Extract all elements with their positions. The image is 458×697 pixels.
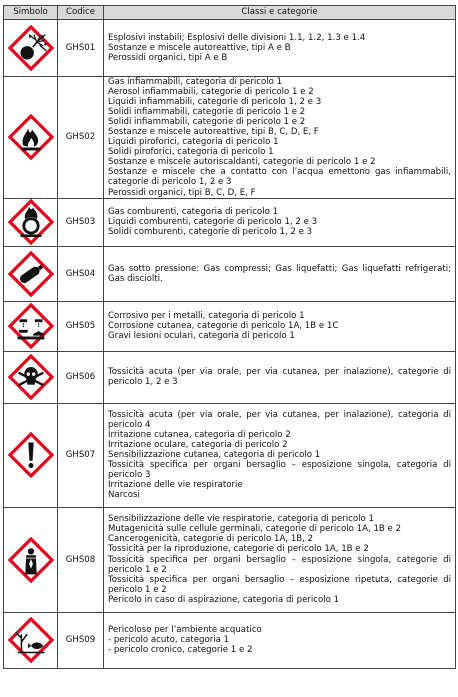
hazard-classes bbox=[104, 20, 456, 77]
hazard-class-line: Mutagenicità sulle cellule germinali, categorie di pericolo 1A, 1B e 2 bbox=[108, 524, 402, 535]
table-row bbox=[4, 20, 456, 77]
table-row bbox=[4, 351, 456, 403]
hazard-class-line: Perossidi organici, tipi B, C, D, E, F bbox=[108, 187, 256, 198]
hazard-class-line: Irritazione delle vie respiratorie bbox=[108, 480, 243, 491]
hazard-class-line: Aerosol infiammabili, categorie di pericolo 1 e 2 bbox=[108, 87, 314, 98]
ghs-code: GHS07 bbox=[58, 403, 104, 507]
pictogram-cell bbox=[4, 301, 58, 351]
hazard-class-line: Sostanze e miscele autoreattive, tipi A e B bbox=[108, 42, 291, 53]
hazard-class-line: Liquidi comburenti, categorie di pericolo 1, 2 e 3 bbox=[108, 217, 318, 228]
ghs-code: GHS08 bbox=[58, 507, 104, 612]
ghs-code: GHS04 bbox=[58, 246, 104, 301]
hazard-class-line: Tossicità acuta (per via orale, per via cutanea, per inalazione), categorie di pericolo 1, 2 e 3 bbox=[108, 367, 451, 388]
hazard-class-line: Tossicità specifica per organi bersaglio – esposizione singola, categoria di pericolo 3 bbox=[108, 460, 451, 481]
hazard-class-line: Tossicità specifica per organi bersaglio – esposizione singola, categorie di pericolo 1 e 2 bbox=[108, 554, 451, 575]
hazard-class-line: Cancerogenicità, categorie di pericolo 1A, 1B, 2 bbox=[108, 534, 314, 545]
hazard-classes bbox=[104, 77, 456, 199]
hazard-class-line: Solidi comburenti, categorie di pericolo 1, 2 e 3 bbox=[108, 227, 313, 238]
hazard-class-line: Pericolo in caso di aspirazione, categoria di pericolo 1 bbox=[108, 594, 340, 605]
hazard-class-line: - pericolo acuto, categoria 1 bbox=[108, 635, 230, 646]
hazard-class-line: Corrosivo per i metalli, categoria di pericolo 1 bbox=[108, 310, 305, 321]
table-row bbox=[4, 77, 456, 199]
hazard-class-line: Gas sotto pressione: Gas compressi; Gas liquefatti; Gas liquefatti refrigerati; Gas disciolti. bbox=[108, 263, 451, 284]
health-hazard-icon bbox=[8, 537, 54, 583]
table-row bbox=[4, 246, 456, 301]
hazard-class-line: Solidi piroforici, categoria di pericolo 1 bbox=[108, 147, 274, 158]
hazard-class-line: Sostanze e miscele autoriscaldanti, categorie di pericolo 1 e 2 bbox=[108, 157, 376, 168]
ghs-code: GHS05 bbox=[58, 301, 104, 351]
hazard-class-line: Gas comburenti, categoria di pericolo 1 bbox=[108, 206, 279, 217]
ghs-code: GHS03 bbox=[58, 198, 104, 246]
environment-icon bbox=[8, 617, 54, 663]
hazard-class-line: Sensibilizzazione cutanea, categoria di pericolo 1 bbox=[108, 450, 321, 461]
header-code: Codice bbox=[58, 6, 104, 20]
ghs-code: GHS06 bbox=[58, 351, 104, 403]
hazard-classes bbox=[104, 612, 456, 668]
hazard-class-line: - pericolo cronico, categorie 1 e 2 bbox=[108, 645, 253, 656]
hazard-class-line: Liquidi infiammabili, categorie di pericolo 1, 2 e 3 bbox=[108, 97, 322, 108]
table-header-row bbox=[4, 6, 456, 20]
hazard-classes bbox=[104, 351, 456, 403]
exclamation-mark-icon bbox=[8, 432, 54, 478]
hazard-class-line: Corrosione cutanea, categorie di pericolo 1A, 1B e 1C bbox=[108, 321, 339, 332]
hazard-class-line: Gravi lesioni oculari, categoria di pericolo 1 bbox=[108, 331, 295, 342]
hazard-class-line: Sostanze e miscele che a contatto con l’acqua emettono gas infiammabili, categorie di pericolo 1, 2 e 3 bbox=[108, 167, 451, 188]
hazard-class-line: Tossicità specifica per organi bersaglio – esposizione ripetuta, categorie di pericolo 1 e 2 bbox=[108, 574, 451, 595]
table-row bbox=[4, 612, 456, 668]
table-row bbox=[4, 403, 456, 507]
skull-crossbones-icon bbox=[8, 354, 54, 400]
hazard-classes bbox=[104, 507, 456, 612]
flame-icon bbox=[8, 114, 54, 160]
flame-over-circle-icon bbox=[8, 199, 54, 245]
ghs-code: GHS01 bbox=[58, 20, 104, 77]
hazard-classes bbox=[104, 301, 456, 351]
pictogram-cell bbox=[4, 507, 58, 612]
hazard-class-line: Solidi infiammabili, categorie di pericolo 1 e 2 bbox=[108, 107, 306, 118]
pictogram-cell bbox=[4, 403, 58, 507]
pictogram-cell bbox=[4, 20, 58, 77]
table-row bbox=[4, 507, 456, 612]
hazard-class-line: Irritazione cutanea, categoria di pericolo 2 bbox=[108, 429, 291, 440]
hazard-class-line: Narcosi bbox=[108, 490, 140, 501]
hazard-classes bbox=[104, 246, 456, 301]
hazard-class-line: Irritazione oculare, categoria di pericolo 2 bbox=[108, 439, 288, 450]
exploding-bomb-icon bbox=[8, 25, 54, 71]
hazard-class-line: Esplosivi instabili; Esplosivi delle divisioni 1.1, 1.2, 1.3 e 1.4 bbox=[108, 32, 366, 43]
hazard-class-line: Pericoloso per l’ambiente acquatico bbox=[108, 624, 262, 635]
hazard-class-line: Liquidi piroforici, categoria di pericolo 1 bbox=[108, 137, 279, 148]
hazard-class-line: Gas infiammabili, categoria di pericolo 1 bbox=[108, 77, 283, 87]
hazard-classes bbox=[104, 198, 456, 246]
ghs-code: GHS02 bbox=[58, 77, 104, 199]
gas-cylinder-icon bbox=[8, 251, 54, 297]
pictogram-cell bbox=[4, 77, 58, 199]
corrosion-icon bbox=[8, 303, 54, 349]
hazard-class-line: Tossicità per la riproduzione, categorie di pericolo 1A, 1B e 2 bbox=[108, 544, 369, 555]
hazard-classes bbox=[104, 403, 456, 507]
pictogram-cell bbox=[4, 198, 58, 246]
pictogram-cell bbox=[4, 612, 58, 668]
table-row bbox=[4, 301, 456, 351]
pictogram-cell bbox=[4, 246, 58, 301]
header-classes: Classi e categorie bbox=[104, 6, 456, 20]
table-row bbox=[4, 198, 456, 246]
hazard-class-line: Sensibilizzazione delle vie respiratorie, categoria di pericolo 1 bbox=[108, 514, 375, 525]
hazard-class-line: Tossicità acuta (per via orale, per via cutanea, per inalazione), categoria di pericolo 4 bbox=[108, 409, 451, 430]
hazard-class-line: Perossidi organici, tipi A e B bbox=[108, 53, 228, 64]
hazard-class-line: Sostanze e miscele autoreattive, tipi B, C, D, E, F bbox=[108, 127, 319, 138]
ghs-code: GHS09 bbox=[58, 612, 104, 668]
pictogram-cell bbox=[4, 351, 58, 403]
header-symbol: Simbolo bbox=[4, 6, 58, 20]
hazard-class-line: Solidi infiammabili, categorie di pericolo 1 e 2 bbox=[108, 117, 306, 128]
ghs-pictogram-table bbox=[3, 5, 456, 669]
